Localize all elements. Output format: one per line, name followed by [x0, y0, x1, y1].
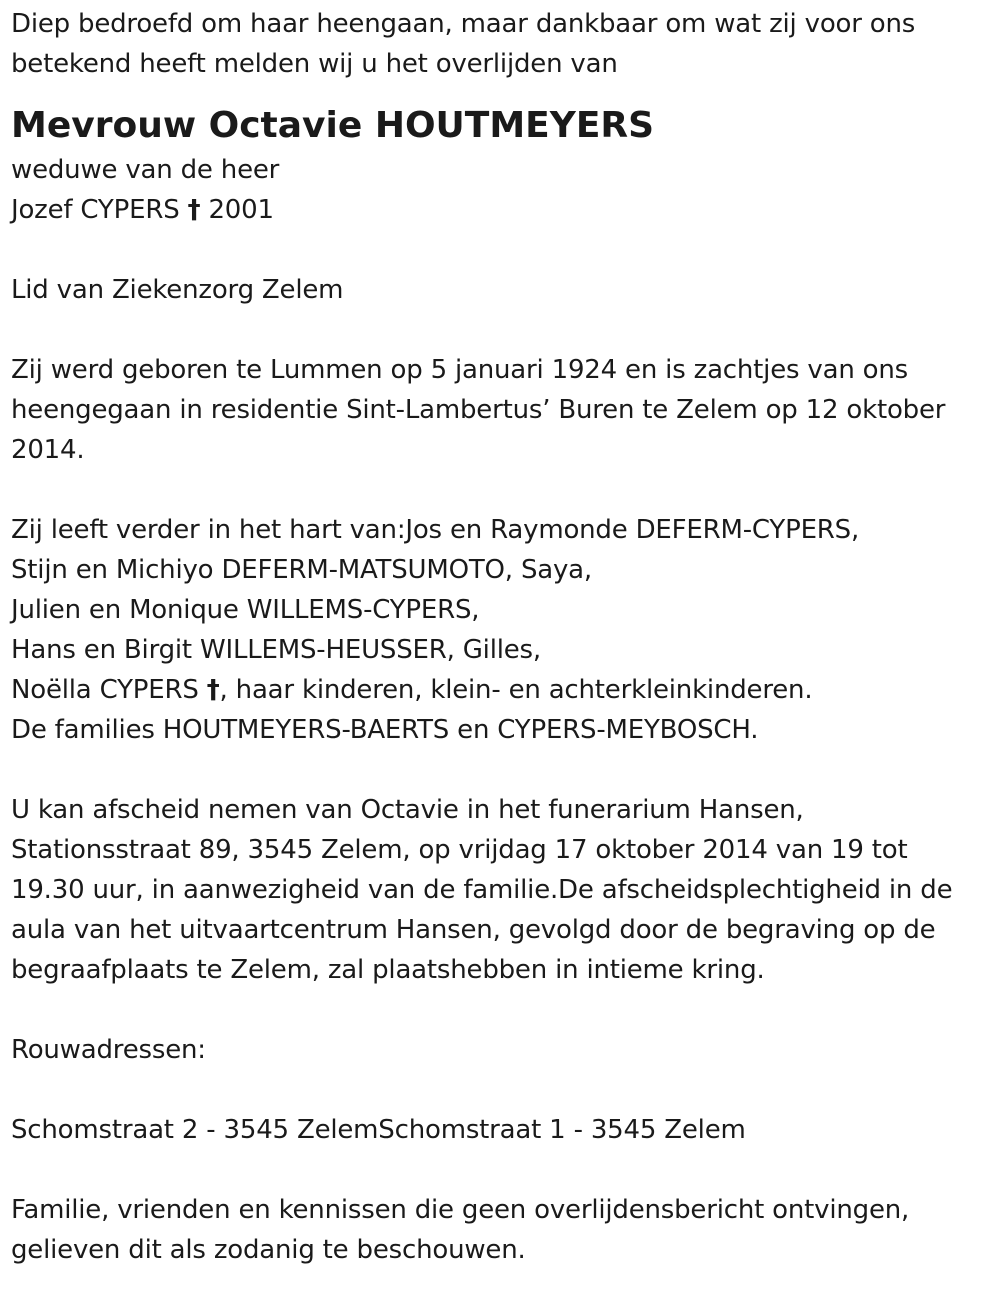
- membership-line: Lid van Ziekenzorg Zelem: [11, 275, 344, 305]
- survivors-line-4: Hans en Birgit WILLEMS-HEUSSER, Gilles,: [11, 635, 541, 665]
- birth-death-line-1: Zij werd geboren te Lummen op 5 januari 1924 en is zachtjes van ons: [11, 355, 908, 385]
- closing-line-2: gelieven dit als zodanig te beschouwen.: [11, 1235, 526, 1265]
- farewell-line-5: begraafplaats te Zelem, zal plaatshebben in intieme kring.: [11, 955, 765, 985]
- spacer: [11, 990, 986, 1030]
- addresses-heading: Rouwadressen:: [11, 1035, 206, 1065]
- intro-line-1: Diep bedroefd om haar heengaan, maar dankbaar om wat zij voor ons: [11, 9, 916, 39]
- spouse-name: Jozef CYPERS: [11, 195, 180, 225]
- spouse-death-year: 2001: [208, 195, 274, 225]
- spouse-line: [11, 190, 986, 230]
- farewell-line-2: Stationsstraat 89, 3545 Zelem, op vrijdag 17 oktober 2014 van 19 tot: [11, 835, 908, 865]
- survivors-line-5: [11, 670, 986, 710]
- farewell-line-3: 19.30 uur, in aanwezigheid van de familie.De afscheidsplechtigheid in de: [11, 875, 953, 905]
- farewell-line-1: U kan afscheid nemen van Octavie in het funerarium Hansen,: [11, 795, 804, 825]
- spacer: [11, 750, 986, 790]
- survivors-line-5-rest: , haar kinderen, klein- en achterkleinkinderen.: [219, 675, 813, 705]
- birth-death-line-2: heengegaan in residentie Sint-Lambertus’ Buren te Zelem op 12 oktober: [11, 395, 946, 425]
- obituary-document: [11, 4, 986, 1270]
- survivors-line-2: Stijn en Michiyo DEFERM-MATSUMOTO, Saya,: [11, 555, 592, 585]
- spacer: [11, 230, 986, 270]
- spacer: [11, 1070, 986, 1110]
- deceased-name: Mevrouw Octavie HOUTMEYERS: [11, 105, 655, 146]
- cross-icon: †: [187, 195, 201, 225]
- spacer: [11, 1150, 986, 1190]
- farewell-line-4: aula van het uitvaartcentrum Hansen, gevolgd door de begraving op de: [11, 915, 936, 945]
- survivors-line-3: Julien en Monique WILLEMS-CYPERS,: [11, 595, 480, 625]
- birth-death-line-3: 2014.: [11, 435, 85, 465]
- spacer: [11, 470, 986, 510]
- cross-icon: †: [206, 675, 220, 705]
- survivor-name: Noëlla CYPERS: [11, 675, 207, 705]
- widow-line: weduwe van de heer: [11, 155, 280, 185]
- closing-line-1: Familie, vrienden en kennissen die geen overlijdensbericht ontvingen,: [11, 1195, 910, 1225]
- intro-line-2: betekend heeft melden wij u het overlijden van: [11, 49, 618, 79]
- addresses-list: Schomstraat 2 - 3545 ZelemSchomstraat 1 - 3545 Zelem: [11, 1115, 746, 1145]
- survivors-line-6: De families HOUTMEYERS-BAERTS en CYPERS-MEYBOSCH.: [11, 715, 759, 745]
- survivors-line-1: Zij leeft verder in het hart van:Jos en Raymonde DEFERM-CYPERS,: [11, 515, 860, 545]
- spacer: [11, 310, 986, 350]
